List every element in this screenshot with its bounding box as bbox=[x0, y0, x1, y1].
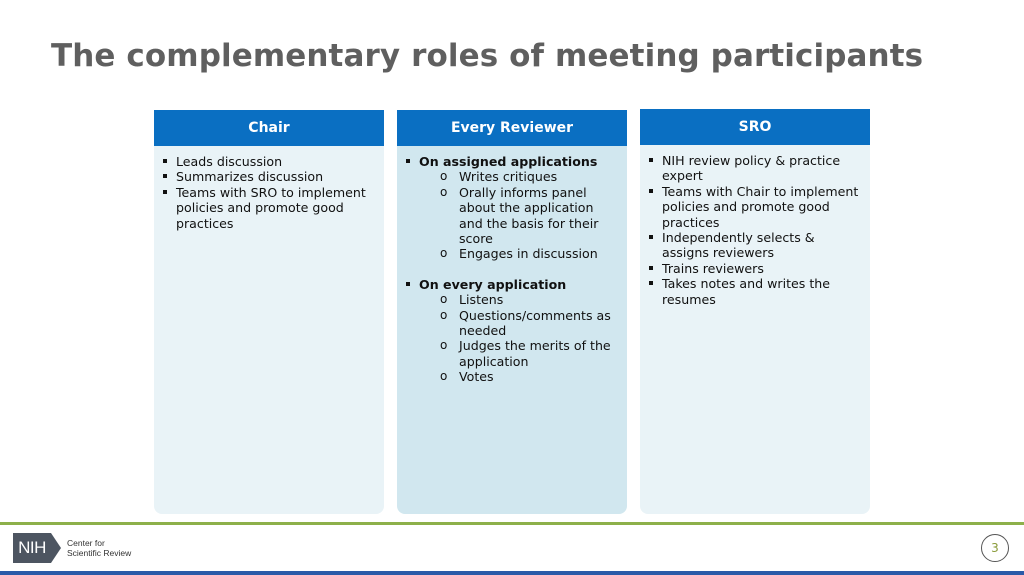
bullet-icon bbox=[649, 235, 653, 239]
footer-bar bbox=[0, 571, 1024, 575]
sro-column bbox=[640, 109, 870, 514]
slide-title: The complementary roles of meeting participants bbox=[51, 38, 924, 74]
circle-bullet-icon: o bbox=[440, 184, 448, 199]
list-item: NIH review policy & practice expert bbox=[646, 153, 860, 184]
list-item: Takes notes and writes the resumes bbox=[646, 276, 860, 307]
reviewer-list-2 bbox=[403, 277, 617, 385]
bullet-icon bbox=[649, 281, 653, 285]
circle-bullet-icon: o bbox=[440, 246, 448, 261]
reviewer-column bbox=[397, 110, 627, 514]
bullet-icon bbox=[406, 159, 410, 163]
sub-list-item: o Questions/comments as needed bbox=[440, 307, 611, 339]
circle-bullet-icon: o bbox=[440, 169, 448, 184]
bullet-icon bbox=[649, 158, 653, 162]
nih-csr-logo bbox=[13, 533, 131, 563]
reviewer-heading: Every Reviewer bbox=[397, 110, 627, 146]
chair-list bbox=[160, 154, 374, 231]
circle-bullet-icon: o bbox=[440, 369, 448, 384]
sub-list-item: o Votes bbox=[440, 369, 494, 385]
footer-divider bbox=[0, 522, 1024, 525]
chair-column bbox=[154, 110, 384, 514]
list-item: Independently selects & assigns reviewers bbox=[646, 230, 860, 261]
list-item: Summarizes discussion bbox=[160, 169, 374, 184]
bullet-icon bbox=[406, 282, 410, 286]
page-number: 3 bbox=[981, 534, 1009, 562]
every-group-label: On every application bbox=[419, 276, 567, 292]
list-item: Teams with SRO to implement policies and promote good practices bbox=[160, 185, 374, 231]
chair-heading: Chair bbox=[154, 110, 384, 146]
logo-arrow-icon bbox=[51, 533, 61, 563]
sro-heading: SRO bbox=[640, 109, 870, 145]
list-item: Teams with Chair to implement policies and promote good practices bbox=[646, 184, 860, 230]
logo-text: Center for Scientific Review bbox=[67, 538, 132, 558]
sro-list bbox=[646, 153, 860, 307]
sub-list-item: o Listens bbox=[440, 292, 504, 308]
nih-logo-mark: NIH bbox=[13, 533, 51, 563]
bullet-icon bbox=[163, 174, 167, 178]
circle-bullet-icon: o bbox=[440, 307, 448, 322]
list-item bbox=[403, 277, 617, 385]
assigned-group-label: On assigned applications bbox=[419, 154, 598, 169]
circle-bullet-icon: o bbox=[440, 338, 448, 353]
reviewer-list bbox=[403, 154, 617, 262]
circle-bullet-icon: o bbox=[440, 292, 448, 307]
list-item: Leads discussion bbox=[160, 154, 374, 169]
bullet-icon bbox=[163, 190, 167, 194]
list-item bbox=[403, 154, 617, 262]
bullet-icon bbox=[649, 189, 653, 193]
bullet-icon bbox=[163, 159, 167, 163]
sub-list-item: o Writes critiques bbox=[440, 169, 558, 185]
sub-list-item: o Orally informs panel about the application and the basis for their score bbox=[440, 184, 599, 247]
sub-list-item: o Engages in discussion bbox=[440, 246, 598, 262]
sub-list-item: o Judges the merits of the application bbox=[440, 338, 611, 369]
bullet-icon bbox=[649, 266, 653, 270]
list-item: Trains reviewers bbox=[646, 261, 860, 276]
